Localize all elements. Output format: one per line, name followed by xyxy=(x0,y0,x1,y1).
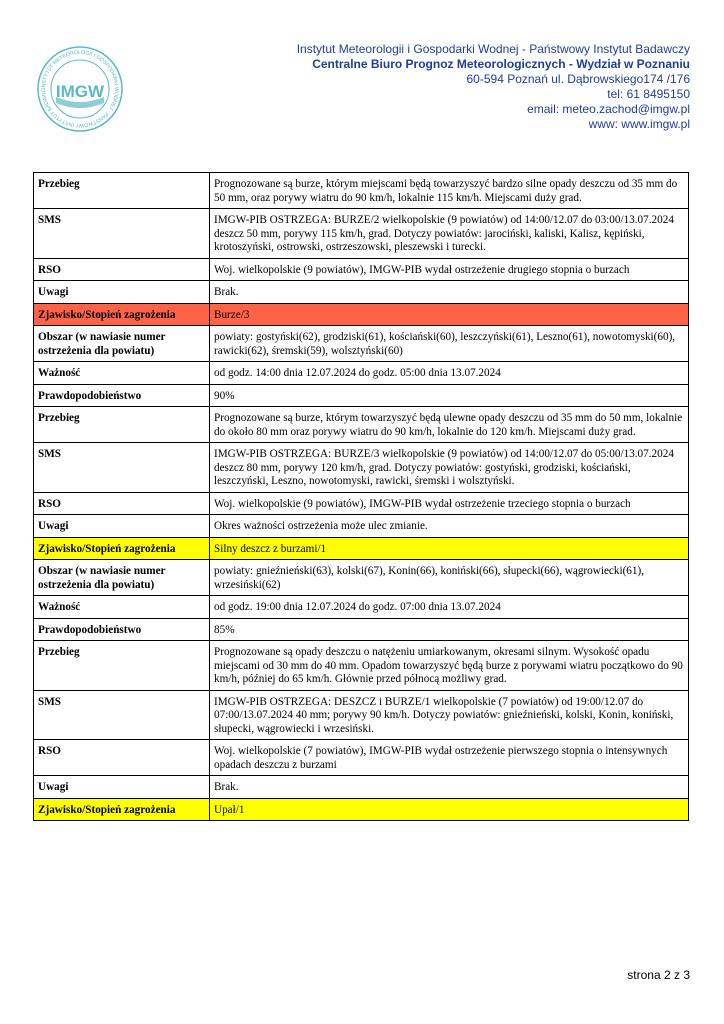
row-label: Uwagi xyxy=(34,776,210,799)
address: 60-594 Poznań ul. Dąbrowskiego174 /176 xyxy=(466,72,690,86)
row-label: Ważność xyxy=(34,362,210,385)
imgw-logo xyxy=(36,45,124,133)
table-row xyxy=(34,173,689,209)
row-label: Przebieg xyxy=(34,641,210,691)
row-value: Brak. xyxy=(210,281,689,304)
row-label: RSO xyxy=(34,492,210,515)
row-label: SMS xyxy=(34,209,210,259)
table-row xyxy=(34,537,689,560)
table-row xyxy=(34,362,689,385)
row-label: Uwagi xyxy=(34,515,210,538)
table-row xyxy=(34,690,689,740)
phone: tel: 61 8495150 xyxy=(607,87,690,101)
row-value: Prognozowane są burze, którym miejscami będą towarzyszyć bardzo silne opady deszczu od 35 mm do 50 mm, oraz porywy wiatru do 90 km/h, lokalnie 115 km/h. Miejscami duży grad. xyxy=(210,173,689,209)
row-label: Przebieg xyxy=(34,173,210,209)
row-value: Woj. wielkopolskie (9 powiatów), IMGW-PIB wydał ostrzeżenie drugiego stopnia o burzach xyxy=(210,258,689,281)
row-label: Przebieg xyxy=(34,407,210,443)
row-label: RSO xyxy=(34,740,210,776)
table-row xyxy=(34,303,689,326)
table-row xyxy=(34,492,689,515)
table-row xyxy=(34,209,689,259)
row-value: Prognozowane są opady deszczu o natężeniu umiarkowanym, okresami silnym. Wysokość opadu miejscami od 30 mm do 40 mm. Opadom towarzyszyć będą burze z porywami wiatru początkowo do 90 km/h, później do 65 km/h. Głównie przed północą możliwy grad. xyxy=(210,641,689,691)
institute-name: Instytut Meteorologii i Gospodarki Wodnej - Państwowy Instytut Badawczy xyxy=(296,42,690,56)
institute-header xyxy=(297,42,690,132)
row-value: Upał/1 xyxy=(210,798,689,821)
row-label: Uwagi xyxy=(34,281,210,304)
row-value: IMGW-PIB OSTRZEGA: DESZCZ i BURZE/1 wielkopolskie (7 powiatów) od 19:00/12.07 do 07:00/13.07.2024 40 mm; porywy 90 km/h. Dotyczy powiatów: gnieźnieński, kolski, Konin, koniński, słupecki, wągrowiecki i wrzesiński. xyxy=(210,690,689,740)
bureau-name: Centralne Biuro Prognoz Meteorologicznych - Wydział w Poznaniu xyxy=(312,57,690,71)
table-row xyxy=(34,776,689,799)
logo-text: IMGW xyxy=(55,82,105,101)
row-value: 85% xyxy=(210,618,689,641)
row-label: Zjawisko/Stopień zagrożenia xyxy=(34,303,210,326)
row-value: 90% xyxy=(210,384,689,407)
row-value: powiaty: gnieźnieński(63), kolski(67), Konin(66), koniński(66), słupecki(66), wągrowiecki(61), wrzesiński(62) xyxy=(210,560,689,596)
row-value: od godz. 19:00 dnia 12.07.2024 do godz. 07:00 dnia 13.07.2024 xyxy=(210,596,689,619)
row-label: Ważność xyxy=(34,596,210,619)
page-number: strona 2 z 3 xyxy=(627,968,690,982)
row-value: Brak. xyxy=(210,776,689,799)
row-label: Obszar (w nawiasie numer ostrzeżenia dla powiatu) xyxy=(34,560,210,596)
row-value: Woj. wielkopolskie (9 powiatów), IMGW-PIB wydał ostrzeżenie trzeciego stopnia o burzach xyxy=(210,492,689,515)
row-value: od godz. 14:00 dnia 12.07.2024 do godz. 05:00 dnia 13.07.2024 xyxy=(210,362,689,385)
warnings-table xyxy=(33,172,689,821)
table-row xyxy=(34,443,689,493)
table-row xyxy=(34,384,689,407)
table-row xyxy=(34,740,689,776)
table-row xyxy=(34,641,689,691)
table-row xyxy=(34,618,689,641)
table-row xyxy=(34,515,689,538)
row-label: Zjawisko/Stopień zagrożenia xyxy=(34,537,210,560)
row-value: IMGW-PIB OSTRZEGA: BURZE/3 wielkopolskie (9 powiatów) od 14:00/12.07 do 05:00/13.07.2024 deszcz 80 mm, porywy 120 km/h, grad. Dotyczy powiatów: gostyński, grodziski, kościański, leszczyński, Leszno, nowotomyski, rawicki, śremski i wolsztyński. xyxy=(210,443,689,493)
table-row xyxy=(34,798,689,821)
row-label: Prawdopodobieństwo xyxy=(34,618,210,641)
website: www: www.imgw.pl xyxy=(588,117,690,131)
table-row xyxy=(34,407,689,443)
row-value: Okres ważności ostrzeżenia może ulec zmianie. xyxy=(210,515,689,538)
table-row xyxy=(34,596,689,619)
logo-ring-text: INSTYTUT METEOROLOGII I GOSPODARKI WODNEJ · PAŃSTWOWY INSTYTUT BADAWC xyxy=(40,49,120,129)
row-value: powiaty: gostyński(62), grodziski(61), kościański(60), leszczyński(61), Leszno(61), nowotomyski(60), rawicki(62), śremski(59), wolsztyński(60) xyxy=(210,326,689,362)
table-row xyxy=(34,281,689,304)
row-value: IMGW-PIB OSTRZEGA: BURZE/2 wielkopolskie (9 powiatów) od 14:00/12.07 do 03:00/13.07.2024 deszcz 50 mm, porywy 115 km/h, grad. Dotyczy powiatów: jarociński, kaliski, Kalisz, kępiński, krotoszyński, ostrowski, ostrzeszowski, pleszewski i turecki. xyxy=(210,209,689,259)
table-row xyxy=(34,258,689,281)
row-value: Silny deszcz z burzami/1 xyxy=(210,537,689,560)
table-row xyxy=(34,326,689,362)
row-label: RSO xyxy=(34,258,210,281)
row-label: Zjawisko/Stopień zagrożenia xyxy=(34,798,210,821)
row-value: Burze/3 xyxy=(210,303,689,326)
row-label: SMS xyxy=(34,690,210,740)
row-label: SMS xyxy=(34,443,210,493)
row-label: Prawdopodobieństwo xyxy=(34,384,210,407)
row-value: Woj. wielkopolskie (7 powiatów), IMGW-PIB wydał ostrzeżenie pierwszego stopnia o intensywnych opadach deszczu z burzami xyxy=(210,740,689,776)
table-row xyxy=(34,560,689,596)
row-value: Prognozowane są burze, którym towarzyszyć będą ulewne opady deszczu od 35 mm do 50 mm, lokalnie do około 80 mm oraz porywy wiatru do 90 km/h, lokalnie do 120 km/h. Miejscami duży grad. xyxy=(210,407,689,443)
row-label: Obszar (w nawiasie numer ostrzeżenia dla powiatu) xyxy=(34,326,210,362)
email: email: meteo.zachod@imgw.pl xyxy=(527,102,690,116)
